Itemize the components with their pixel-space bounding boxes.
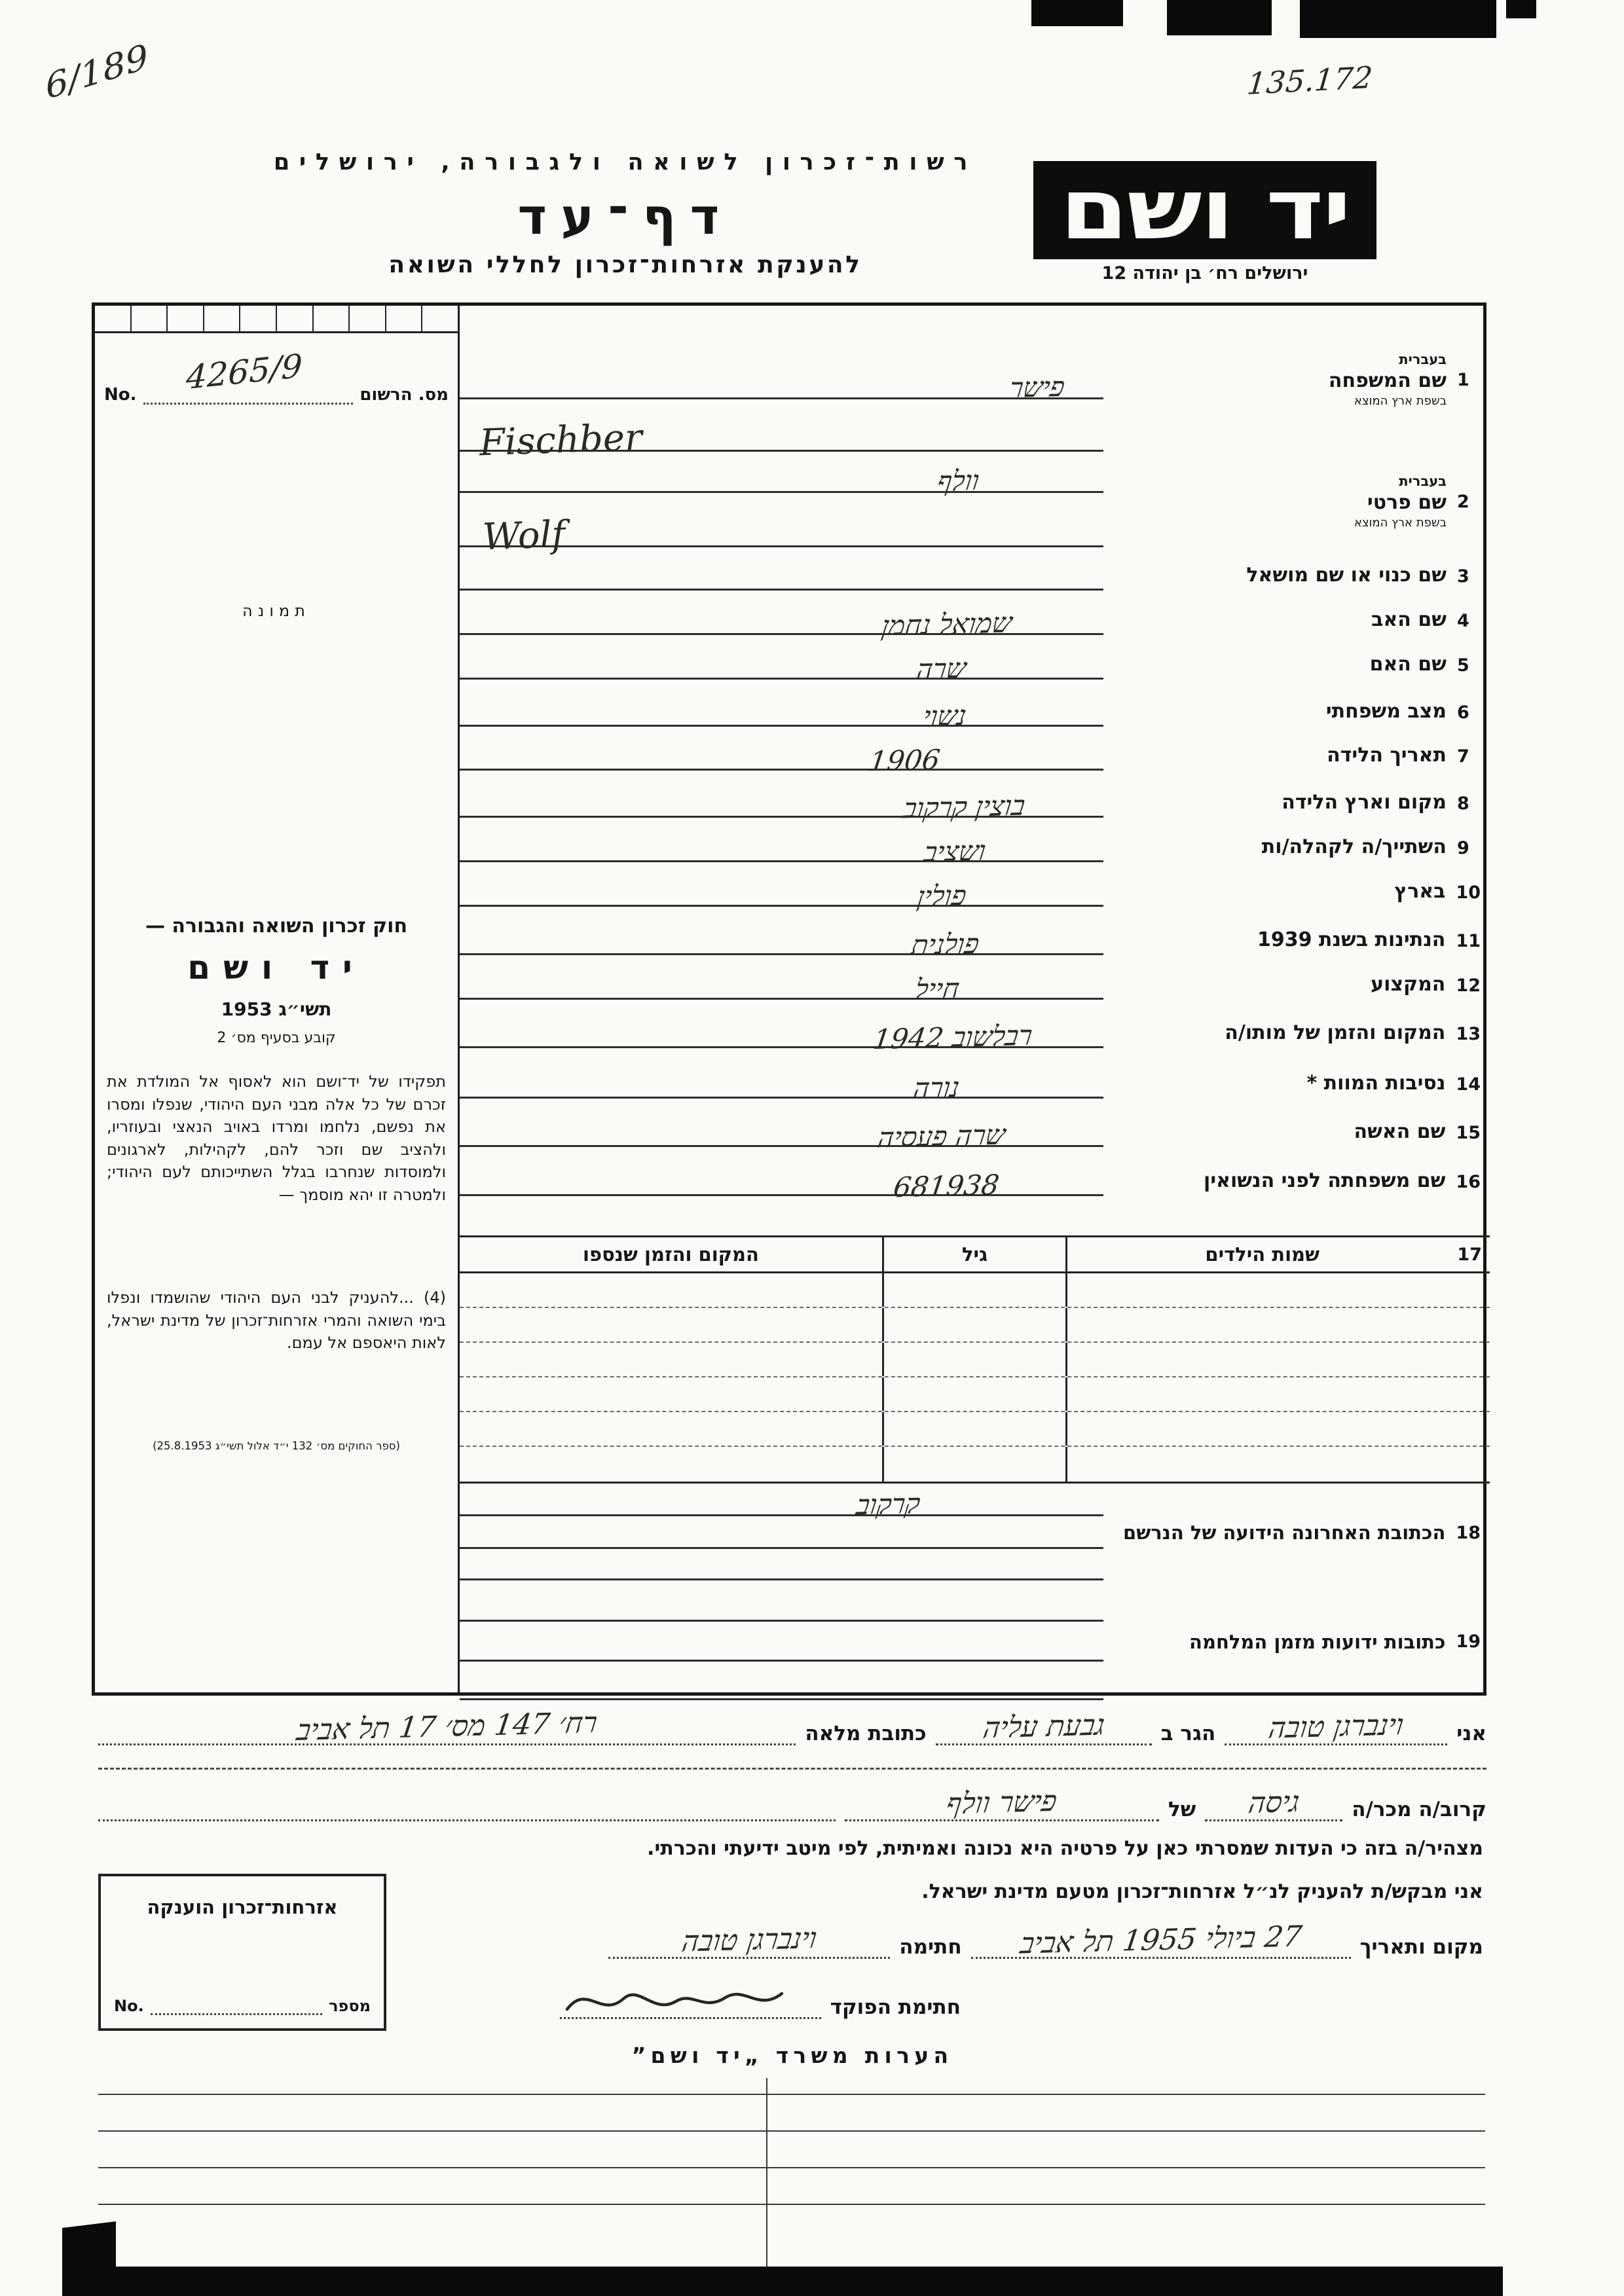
handwritten-last-address: קרקוב — [855, 1487, 923, 1522]
field-number: 6 — [1457, 702, 1469, 723]
declaration-statement-1: מצהיר/ה בזה כי העדות שמסרתי כאן על פרטיה היא נכונה ואמיתית, לפי מיטב ידיעתי והכרתי. — [647, 1837, 1483, 1860]
field-row-first-name — [460, 454, 1490, 559]
declaration-i-label: אני — [1456, 1722, 1486, 1745]
handwritten-file-number-left: 6/189 — [43, 36, 151, 107]
handwritten-place-date: 27 ביולי 1955 תל אביב — [1018, 1920, 1304, 1961]
witness-residence-field — [936, 1710, 1152, 1745]
field-sublabel-origin: בשפת ארץ המוצא — [1354, 516, 1447, 530]
field-label: שם משפחתה לפני הנשואין — [1204, 1169, 1446, 1192]
handwritten-file-number-right: 135.172 — [1246, 60, 1375, 101]
field-label: שם האשה — [1354, 1120, 1446, 1143]
perforation-ruler-strip — [95, 306, 458, 333]
granted-title: אזרחות־זכרון הוענקה — [147, 1896, 338, 1918]
declaration-identity-line — [98, 1706, 1486, 1747]
granted-number-label: מספר — [329, 1997, 371, 2015]
field-number: 18 — [1456, 1522, 1481, 1543]
official-signature-label: חתימת הפוקד — [830, 1995, 961, 2019]
of-person-field — [845, 1786, 1159, 1821]
handwritten-death-place-time: רבלשוב 1942 — [870, 1019, 1034, 1056]
form-main-box — [92, 302, 1486, 1696]
signature-label: חתימה — [899, 1935, 962, 1959]
office-notes-divider — [766, 2078, 767, 2268]
field-sublabel-hebrew: בעברית — [1399, 473, 1447, 489]
place-date-signature-line — [393, 1920, 1483, 1961]
handwritten-residence: גבעת עליה — [980, 1708, 1107, 1745]
field-row-wife-name — [460, 1099, 1490, 1154]
form-title: דף־עד — [517, 187, 733, 246]
place-date-label: מקום ותאריך — [1359, 1935, 1483, 1959]
handwritten-of-person: פישר וולף — [944, 1784, 1060, 1821]
field-row-citizenship — [460, 907, 1490, 962]
authority-line: רשות־זכרון לשואה ולגבורה, ירושלים — [273, 149, 978, 175]
field-row-maiden-name — [460, 1147, 1490, 1204]
field-row-father-name — [460, 591, 1490, 642]
children-table-row — [460, 1447, 1490, 1482]
field-label: המקום והזמן של מותו/ה — [1225, 1021, 1446, 1044]
citizenship-granted-box — [98, 1874, 386, 2031]
declaration-address-label: כתובת מלאה — [805, 1722, 927, 1745]
field-row-country — [460, 862, 1490, 913]
office-notes-line — [98, 2204, 1485, 2205]
official-signature-field — [560, 1978, 821, 2019]
handwritten-witness-name: וינברגן טובה — [1266, 1708, 1406, 1745]
field-number: 4 — [1457, 611, 1469, 631]
field-row-last-address — [460, 1484, 1490, 1582]
children-table — [460, 1235, 1490, 1484]
handwritten-mother-name: שרה — [914, 652, 969, 685]
registration-label-he: מס. הרשום — [360, 385, 449, 405]
law-clause: קובע בסעיף מס׳ 2 — [217, 1030, 336, 1046]
law-paragraph-1: תפקידו של יד־ושם הוא לאסוף אל המולדת את זכרם של כל אלה מבני העם היהודי, שנפלו ומסרו את נפשם, נלחמו ומרדו באויב הנאצי ובעוזריו, ולהציב שם וזכר להם, לקהילות, לארגונים ולמוסדות שנחרבו בגלל השתייכותם לעם היהודי; ולמטרה זו יהא מוסמך — — [107, 1072, 446, 1204]
children-table-row — [460, 1273, 1490, 1308]
field-label: שם פרטי — [1367, 491, 1447, 514]
field-number: 11 — [1456, 931, 1481, 951]
field-label: תאריך הלידה — [1327, 744, 1447, 767]
field-label: השתייך/ה לקהלה/ות — [1261, 835, 1447, 858]
witness-name-field — [1225, 1710, 1447, 1745]
law-title: חוק זכרון השואה והגבורה — — [145, 915, 408, 938]
handwritten-birth-place: בוצין קרקוב — [901, 789, 1027, 825]
handwritten-father-name: שמואל נחמן — [879, 606, 1014, 642]
field-number: 5 — [1457, 655, 1469, 676]
handwritten-first-name-origin: Wolf — [481, 513, 566, 559]
field-number: 17 — [1457, 1244, 1482, 1265]
logo-address: ירושלים רח׳ בן יהודה 12 — [1101, 263, 1308, 283]
form-subtitle: להענקת אזרחות־זכרון לחללי השואה — [388, 251, 862, 278]
field-row-death-circumstances — [460, 1048, 1490, 1104]
field-row-birth-date — [460, 727, 1490, 778]
scan-artifact — [65, 2267, 1503, 2296]
field-row-family-name — [460, 306, 1490, 465]
office-notes-line — [98, 2094, 1485, 2095]
field-label: נסיבות המוות * — [1306, 1072, 1446, 1095]
handwritten-signature: וינברגן טובה — [680, 1922, 819, 1959]
handwritten-registration-number: 4265/9 — [185, 346, 303, 397]
field-label: מקום וארץ הלידה — [1282, 791, 1447, 814]
law-year: תשי״ג 1953 — [221, 998, 332, 1020]
scan-artifact — [1167, 0, 1272, 35]
handwritten-address: רח׳ 147 מס׳ 17 תל אביב — [295, 1706, 600, 1747]
granted-no-label: No. — [114, 1997, 144, 2015]
declaration-continuation-line — [98, 1768, 1486, 1770]
handwritten-country: פולין — [915, 879, 969, 913]
field-number: 8 — [1457, 793, 1469, 814]
of-label: של — [1168, 1798, 1196, 1821]
witness-address-field — [98, 1706, 796, 1747]
field-number: 10 — [1456, 883, 1481, 903]
law-name: יד ושם — [187, 949, 365, 987]
field-number: 15 — [1456, 1123, 1481, 1143]
field-label: שם כנוי או שם מושאל — [1246, 564, 1447, 587]
field-number: 3 — [1457, 566, 1469, 587]
field-number: 16 — [1456, 1172, 1481, 1192]
handwritten-family-name-origin: Fischber — [478, 416, 643, 465]
children-place-header: המקום והזמן שנספו — [583, 1243, 759, 1266]
field-label: שם האם — [1369, 653, 1447, 676]
field-row-death-place-time — [460, 1000, 1490, 1056]
field-number: 12 — [1456, 975, 1481, 996]
scan-artifact — [1506, 0, 1536, 18]
field-number: 7 — [1457, 746, 1469, 767]
field-row-nickname — [460, 549, 1490, 591]
field-sublabel-hebrew: בעברית — [1399, 352, 1447, 367]
handwritten-wife-name: שרה פעסיה — [876, 1118, 1008, 1154]
children-table-body — [460, 1273, 1490, 1482]
office-notes-line — [98, 2167, 1485, 2168]
office-notes-title: הערות משרד „יד ושם” — [631, 2043, 953, 2068]
handwritten-family-name-hebrew: פישר — [1007, 370, 1067, 405]
handwritten-profession: חייל — [913, 972, 962, 1006]
field-number: 13 — [1456, 1024, 1481, 1044]
registration-dotted-line — [143, 383, 354, 405]
handwritten-relation: גיסה — [1246, 1785, 1302, 1820]
field-label: שם המשפחה — [1328, 369, 1447, 392]
field-number: 1 — [1457, 369, 1469, 390]
granted-number-dotted-line — [151, 1994, 322, 2015]
field-number: 9 — [1457, 838, 1469, 858]
handwritten-birth-date: 1906 — [867, 743, 942, 778]
official-signature-line — [560, 1978, 961, 2019]
relation-label: קרוב/ה מכר/ה — [1352, 1798, 1486, 1821]
field-number: 19 — [1456, 1631, 1481, 1652]
children-table-header — [460, 1237, 1490, 1273]
place-date-field — [971, 1920, 1351, 1961]
children-table-row — [460, 1377, 1490, 1412]
registration-number-row — [104, 383, 449, 405]
registration-label-en: No. — [104, 385, 137, 405]
field-number: 2 — [1457, 491, 1469, 512]
field-row-war-addresses — [460, 1582, 1490, 1702]
children-table-row — [460, 1412, 1490, 1447]
field-label: בארץ — [1394, 880, 1446, 903]
clerk-signature-scribble — [563, 1980, 786, 2021]
field-label: שם האב — [1371, 608, 1447, 631]
declaration-relation-line — [98, 1786, 1486, 1821]
field-label: הכתובת האחרונה הידועה של הנרשם — [1123, 1522, 1446, 1544]
office-notes-line — [98, 2130, 1485, 2132]
law-source-note: (ספר החוקים מס׳ 132 י״ד אלול תשי״ג 25.8.1953) — [153, 1440, 400, 1452]
field-row-birth-place — [460, 771, 1490, 825]
children-names-header: שמות הילדים — [1205, 1243, 1320, 1266]
handwritten-maiden-name: 681938 — [891, 1168, 1001, 1204]
field-label: הנתינות בשנת 1939 — [1257, 928, 1446, 951]
scan-artifact — [1300, 0, 1496, 38]
law-paragraph-2: (4) ...להעניק לבני העם היהודי שהושמדו ונפלו בימי השואה והמרי אזרחות־זכרון של מדינת ישראל, לאות היאספם אל עמם. — [107, 1288, 446, 1353]
handwritten-death-circumstances: נורה — [912, 1071, 962, 1104]
photo-placeholder-label: תמונה — [242, 602, 310, 620]
field-label: המקצוע — [1371, 973, 1446, 996]
yad-vashem-logo — [1033, 161, 1376, 259]
declaration-residing-label: הגר ב — [1160, 1722, 1216, 1745]
field-number: 14 — [1456, 1074, 1481, 1095]
handwritten-marital-status: נשוי — [921, 699, 969, 733]
field-label: מצב משפחתי — [1325, 700, 1447, 723]
field-row-profession — [460, 955, 1490, 1006]
field-label: כתובות ידועות מזמן המלחמה — [1189, 1630, 1446, 1653]
field-sublabel-origin: בשפת ארץ המוצא — [1354, 394, 1447, 408]
handwritten-community: ושציב — [921, 834, 988, 869]
children-table-row — [460, 1343, 1490, 1377]
yad-vashem-logo-text: יד ושם — [1060, 161, 1350, 259]
handwritten-citizenship: פולנית — [909, 927, 982, 962]
form-fields-area — [460, 306, 1490, 1692]
form-left-column — [95, 306, 460, 1692]
field-row-marital-status — [460, 680, 1490, 733]
signature-field — [608, 1923, 890, 1959]
granted-number-row — [114, 1994, 371, 2015]
field-row-mother-name — [460, 635, 1490, 685]
handwritten-first-name-hebrew: וולף — [935, 464, 982, 498]
declaration-statement-2: אני מבקש/ת להעניק לנ״ל אזרחות־זכרון מטעם מדינת ישראל. — [921, 1880, 1483, 1903]
relation-line-filler — [98, 1797, 836, 1821]
scan-artifact — [1031, 0, 1123, 26]
field-row-community — [460, 818, 1490, 869]
children-age-header: גיל — [961, 1243, 988, 1266]
relation-field — [1205, 1786, 1342, 1821]
children-table-row — [460, 1308, 1490, 1343]
